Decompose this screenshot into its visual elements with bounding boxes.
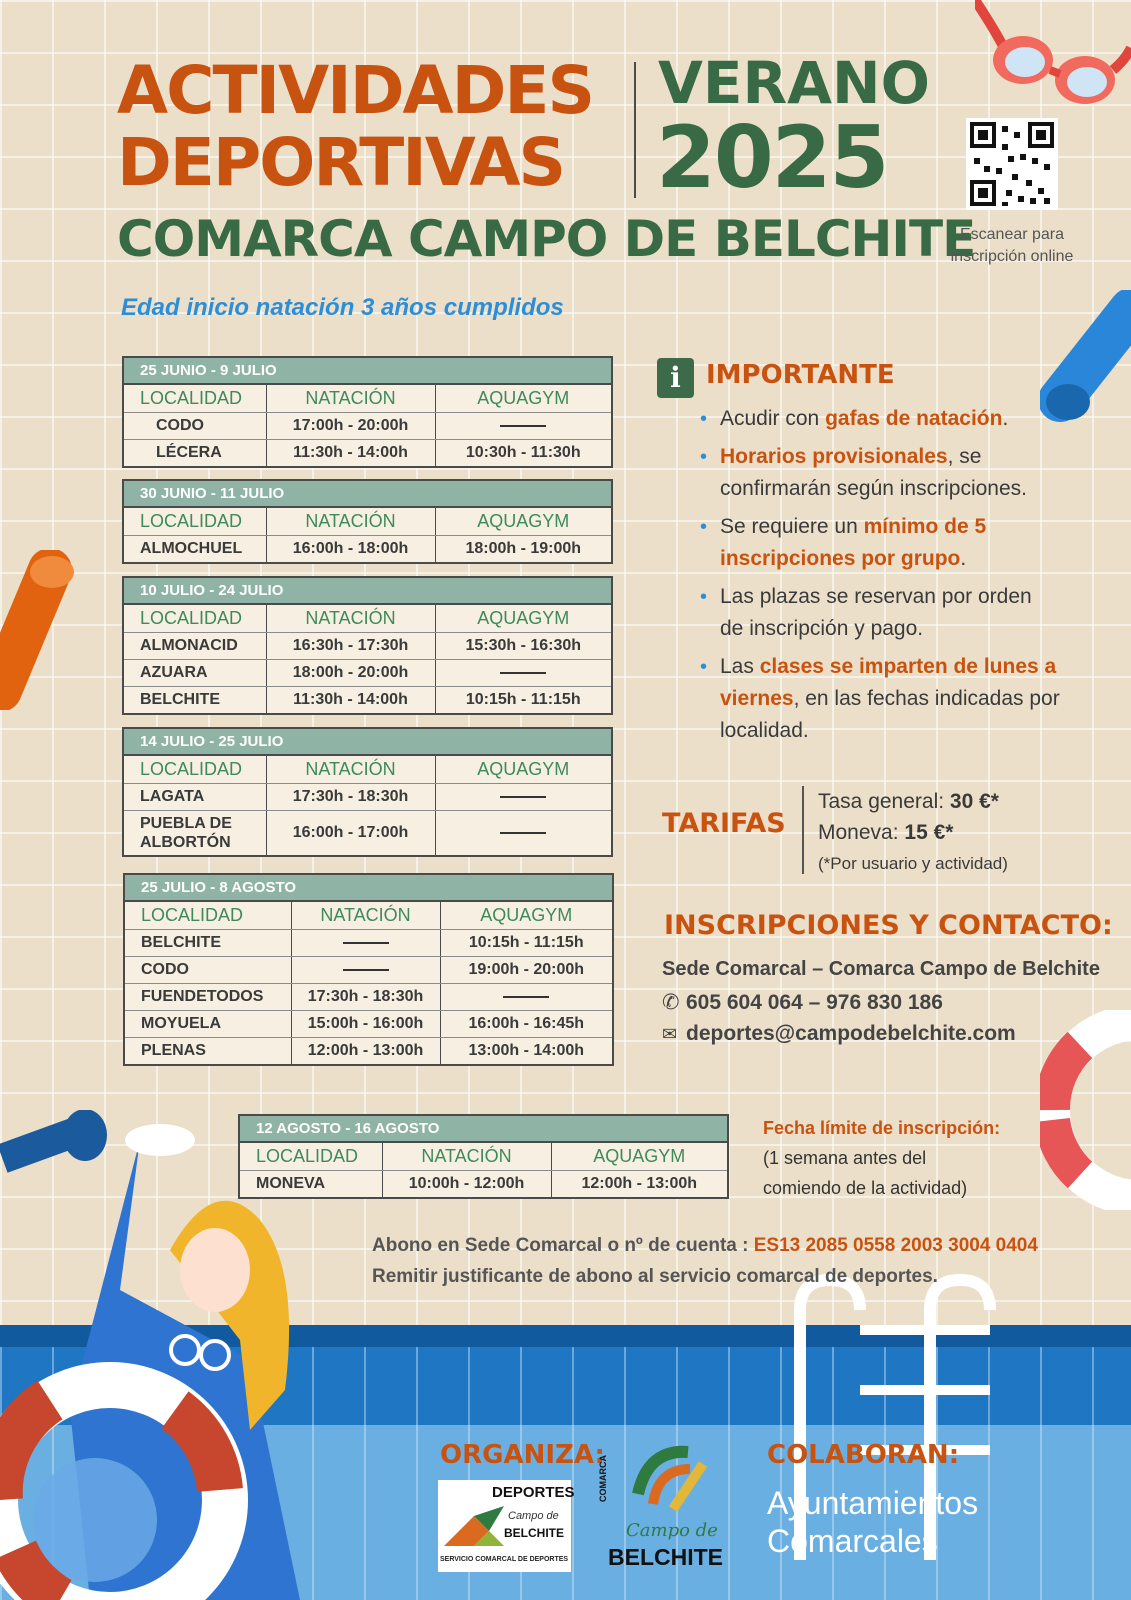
deadline-line-2: comiendo de la actividad) [763, 1178, 968, 1198]
year-label: 2025 [656, 108, 888, 208]
qr-code-icon [966, 118, 1058, 210]
logo-script: Campo de [508, 1510, 559, 1522]
column-locality: LOCALIDAD [125, 902, 291, 930]
schedule-period: 25 JUNIO - 9 JULIO [124, 358, 611, 385]
phone-numbers[interactable]: 605 604 064 – 976 830 186 [686, 991, 943, 1014]
payment-info [372, 1230, 1038, 1292]
schedule-period: 30 JUNIO - 11 JULIO [124, 481, 611, 508]
town-cell: BELCHITE [124, 687, 266, 714]
table-row [125, 957, 612, 984]
column-aquagym: AQUAGYM [435, 756, 611, 784]
town-cell: PLENAS [125, 1038, 291, 1065]
table-header-row [124, 605, 611, 633]
general-price-line [818, 786, 1008, 817]
column-aquagym: AQUAGYM [551, 1143, 727, 1171]
swim-cell: 16:30h - 17:30h [266, 633, 435, 660]
schedule-block-2 [122, 479, 613, 564]
deadline-line-1: (1 semana antes del [763, 1148, 927, 1168]
swim-cell: 15:00h - 16:00h [291, 1011, 440, 1038]
aquagym-cell [435, 413, 611, 440]
collaborators [767, 1484, 978, 1560]
schedule-block-1 [122, 356, 613, 468]
aquagym-cell: 13:00h - 14:00h [468, 1042, 585, 1059]
title-divider [634, 62, 636, 198]
table-row [124, 536, 611, 563]
column-swim: NATACIÓN [266, 605, 435, 633]
list-item [700, 581, 1060, 645]
comarca-logo [598, 1444, 723, 1574]
aquagym-cell [440, 984, 612, 1011]
aquagym-cell: 16:00h - 16:45h [440, 1011, 612, 1038]
comarca-logo-script: Campo de [626, 1520, 718, 1541]
envelope-icon: ✉ [662, 1024, 678, 1044]
column-locality: LOCALIDAD [124, 385, 266, 413]
deportes-logo [438, 1480, 575, 1572]
table-row [124, 687, 611, 714]
swim-cell: 17:30h - 18:30h [266, 784, 435, 811]
bullet-highlight: Horarios provisionales [720, 445, 948, 468]
swim-cell: 18:00h - 20:00h [266, 660, 435, 687]
list-item [700, 403, 1060, 435]
town-cell: BELCHITE [125, 930, 291, 957]
qr-caption-line-2: inscripción online [950, 248, 1074, 265]
table-header-row [124, 508, 611, 536]
list-item [700, 441, 1060, 505]
bullet-text: . [1002, 407, 1009, 430]
schedule-block-5 [123, 873, 614, 1066]
payment-text: Abono en Sede Comarcal o nº de cuenta : [372, 1235, 754, 1256]
moneva-price-line [818, 817, 1008, 848]
table-row [124, 660, 611, 687]
column-swim: NATACIÓN [291, 902, 440, 930]
town-cell: CODO [125, 957, 291, 984]
column-aquagym: AQUAGYM [435, 605, 611, 633]
deadline-box [763, 1113, 1000, 1203]
contact-phone-line [662, 990, 943, 1015]
price-label: Tasa general: [818, 790, 950, 813]
table-row [124, 440, 611, 467]
empty-dash [503, 996, 549, 998]
title-line-1: ACTIVIDADES [117, 52, 593, 129]
swim-cell [291, 930, 440, 957]
colaboran-label: COLABORAN: [767, 1440, 960, 1470]
schedule-period: 14 JULIO - 25 JULIO [124, 729, 611, 756]
table-row [240, 1171, 727, 1198]
empty-dash [500, 832, 546, 834]
table-row [124, 633, 611, 660]
swim-cell: 10:00h - 12:00h [382, 1171, 551, 1198]
table-row [125, 984, 612, 1011]
bullet-text: Acudir con [720, 407, 826, 430]
comarca-logo-mark [628, 1444, 708, 1514]
aquagym-cell [435, 660, 611, 687]
bullet-highlight: mínimo de 5 inscripciones por grupo [720, 515, 987, 570]
bullet-highlight: gafas de natación [825, 407, 1003, 430]
pool-noodle-orange [0, 550, 80, 710]
aquagym-cell: 18:00h - 19:00h [465, 540, 582, 557]
collaborators-line-2: Comarcales [767, 1523, 938, 1559]
schedule-period: 10 JULIO - 24 JULIO [124, 578, 611, 605]
bullet-text: . [960, 547, 967, 570]
logo-mark [444, 1506, 504, 1546]
empty-dash [500, 672, 546, 674]
column-aquagym: AQUAGYM [435, 508, 611, 536]
town-cell: ALMONACID [124, 633, 266, 660]
schedule-block-4 [122, 727, 613, 857]
empty-dash [500, 796, 546, 798]
town-cell: MOYUELA [125, 1011, 291, 1038]
swim-cell: 17:00h - 20:00h [266, 413, 435, 440]
aquagym-cell: 19:00h - 20:00h [440, 957, 612, 984]
tarifas-note: (*Por usuario y actividad) [818, 854, 1008, 873]
subtitle: COMARCA CAMPO DE BELCHITE [117, 210, 976, 268]
list-item [700, 651, 1060, 747]
price-value: 30 €* [949, 790, 999, 813]
swim-goggles-illustration [975, 0, 1131, 110]
qr-caption [920, 224, 1104, 268]
schedule-block-3 [122, 576, 613, 715]
aquagym-cell: 10:30h - 11:30h [465, 444, 581, 461]
logo-subtitle: SERVICIO COMARCAL DE DEPORTES [440, 1556, 569, 1563]
collaborators-line-1: Ayuntamientos [767, 1485, 979, 1521]
town-cell: ALMOCHUEL [124, 536, 266, 563]
table-header-row [124, 756, 611, 784]
season-label: VERANO [658, 49, 930, 117]
column-swim: NATACIÓN [266, 508, 435, 536]
town-cell: MONEVA [240, 1171, 382, 1198]
empty-dash [343, 942, 389, 944]
title-line-2: DEPORTIVAS [117, 124, 564, 201]
organiza-label: ORGANIZA: [440, 1440, 605, 1470]
table-row [125, 1011, 612, 1038]
table-row [125, 930, 612, 957]
tarifas-heading: TARIFAS [662, 808, 786, 839]
column-locality: LOCALIDAD [124, 508, 266, 536]
swim-cell [291, 957, 440, 984]
contact-office: Sede Comarcal – Comarca Campo de Belchite [662, 958, 1100, 980]
column-aquagym: AQUAGYM [440, 902, 612, 930]
logo-name: BELCHITE [504, 1526, 564, 1540]
bullet-text: , en las fechas indicadas por localidad. [720, 687, 1060, 742]
aquagym-cell: 12:00h - 13:00h [581, 1175, 698, 1192]
column-locality: LOCALIDAD [240, 1143, 382, 1171]
town-cell: LÉCERA [124, 440, 266, 467]
schedule-period: 25 JULIO - 8 AGOSTO [125, 875, 612, 902]
table-header-row [125, 902, 612, 930]
town-cell: FUENDETODOS [125, 984, 291, 1011]
town-cell: LAGATA [124, 784, 266, 811]
table-row [124, 811, 611, 856]
qr-code[interactable] [966, 118, 1058, 210]
qr-caption-line-1: Escanear para [959, 226, 1065, 243]
bullet-text: , se confirmarán según inscripciones. [720, 445, 1027, 500]
contact-email-line [662, 1022, 1016, 1046]
contact-heading: INSCRIPCIONES Y CONTACTO: [664, 910, 1113, 941]
column-locality: LOCALIDAD [124, 605, 266, 633]
column-swim: NATACIÓN [266, 385, 435, 413]
logo-title: DEPORTES [492, 1484, 575, 1501]
town-cell: PUEBLA DE ALBORTÓN [124, 811, 266, 856]
swim-cell: 16:00h - 18:00h [266, 536, 435, 563]
life-ring-right [1040, 1010, 1131, 1210]
deadline-title: Fecha límite de inscripción: [763, 1118, 1001, 1138]
age-note: Edad inicio natación 3 años cumplidos [121, 294, 564, 321]
aquagym-cell: 15:30h - 16:30h [435, 633, 611, 660]
table-header-row [124, 385, 611, 413]
table-row [125, 1038, 612, 1065]
table-header-row [240, 1143, 727, 1171]
bank-account: ES13 2085 0558 2003 3004 0404 [753, 1235, 1038, 1256]
swim-cell: 11:30h - 14:00h [266, 687, 435, 714]
important-list [700, 403, 1060, 753]
phone-icon: ✆ [662, 991, 680, 1014]
aquagym-cell: 10:15h - 11:15h [465, 691, 581, 708]
tarifas-divider [802, 786, 804, 874]
swim-cell: 12:00h - 13:00h [291, 1038, 440, 1065]
comarca-logo-name: BELCHITE [608, 1544, 723, 1570]
town-cell: AZUARA [124, 660, 266, 687]
schedule-period: 12 AGOSTO - 16 AGOSTO [240, 1116, 727, 1143]
swim-cell: 11:30h - 14:00h [266, 440, 435, 467]
schedule-block-6 [238, 1114, 729, 1199]
column-locality: LOCALIDAD [124, 756, 266, 784]
empty-dash [500, 425, 546, 427]
column-swim: NATACIÓN [266, 756, 435, 784]
bullet-text: Las [720, 655, 760, 678]
bullet-highlight: clases se imparten de lunes a viernes [720, 655, 1057, 710]
list-item [700, 511, 1060, 575]
table-row [124, 413, 611, 440]
payment-line-1 [372, 1230, 1038, 1261]
table-row [124, 784, 611, 811]
town-cell: CODO [124, 413, 266, 440]
important-heading: IMPORTANTE [706, 360, 895, 390]
bullet-text: Se requiere un [720, 515, 864, 538]
email-link[interactable]: deportes@campodebelchite.com [686, 1022, 1016, 1045]
bullet-text: Las plazas se reservan por orden de inscripción y pago. [720, 585, 1032, 640]
price-label: Moneva: [818, 821, 905, 844]
column-swim: NATACIÓN [382, 1143, 551, 1171]
swim-cell: 16:00h - 17:00h [266, 811, 435, 856]
tarifas-list [818, 786, 1008, 879]
payment-line-2: Remitir justificante de abono al servicio comarcal de deportes. [372, 1266, 938, 1287]
swim-cell: 17:30h - 18:30h [291, 984, 440, 1011]
price-value: 15 €* [904, 821, 954, 844]
comarca-logo-side: COMARCA [598, 1455, 608, 1502]
aquagym-cell: 10:15h - 11:15h [440, 930, 612, 957]
aquagym-cell [435, 784, 611, 811]
info-icon: i [657, 358, 694, 398]
aquagym-cell [435, 811, 611, 856]
column-aquagym: AQUAGYM [435, 385, 611, 413]
empty-dash [343, 969, 389, 971]
